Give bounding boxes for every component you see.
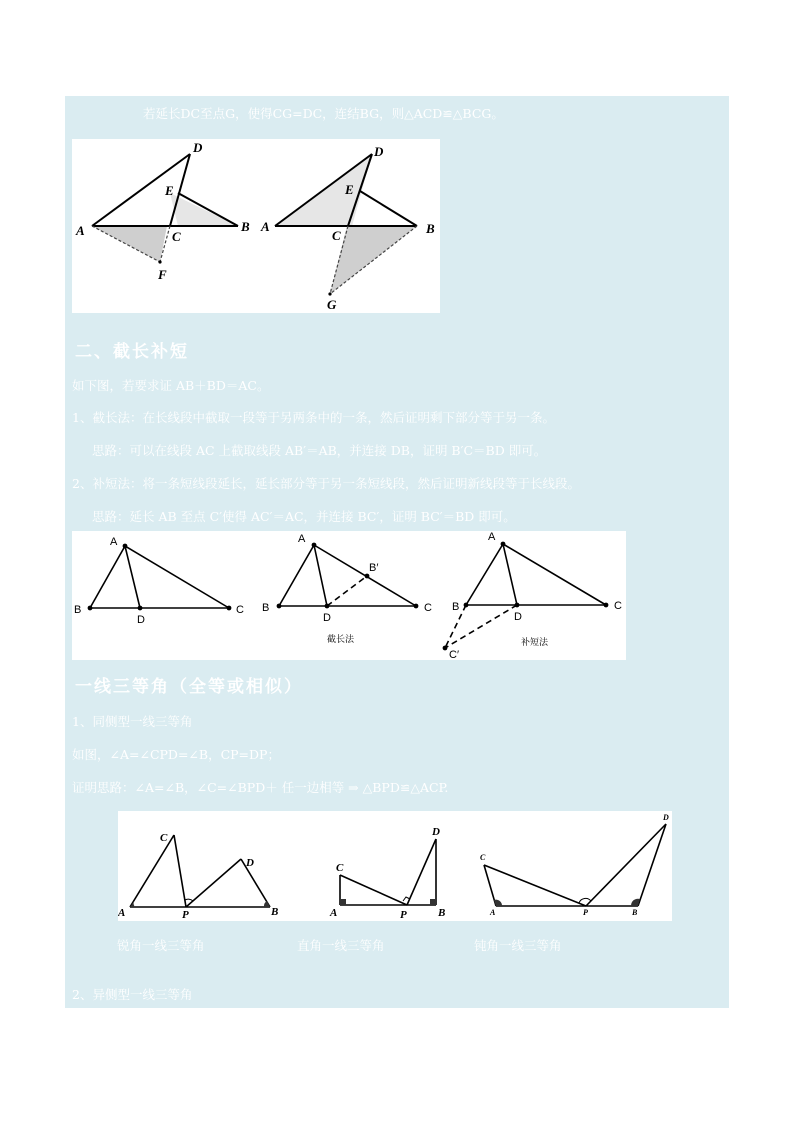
figure-cut-long-add-short [72, 531, 626, 660]
fig2b-point-c [414, 604, 419, 609]
fig2c-label-d: D [514, 611, 522, 623]
fig2b-label-b: B [262, 602, 270, 614]
fig3b-label-d: D [432, 826, 440, 838]
fig2b-label-b-prime: B′ [369, 562, 379, 574]
fig2c-label-c-prime: C′ [449, 649, 460, 660]
fig3b-right-angle-b [430, 899, 436, 905]
section3-heading: 一线三等角（全等或相似） [75, 677, 303, 697]
section2-line1: 如下图，若要求证 AB＋BD＝AC。 [72, 378, 270, 393]
label-f1: F [158, 267, 167, 282]
figure-congruent-triangles-svg [72, 139, 440, 313]
label-e2: E [345, 182, 354, 197]
figure-three-equal-angles [118, 811, 672, 921]
label-b2: B [426, 221, 435, 236]
fig2b-label-a: A [298, 533, 306, 545]
section2-line5: 思路：延长 AB 至点 C′使得 AC′＝AC，并连接 BC′，证明 BC′＝BD 即可。 [92, 509, 516, 524]
section2-heading: 二、截长补短 [75, 342, 189, 362]
section1-intro: 若延长DC至点G，使得CG=DC，连结BG，则△ACD≌△BCG。 [143, 106, 504, 121]
fig2a-label-a: A [110, 536, 118, 548]
fig3b-label-b: B [438, 907, 446, 919]
segment-ad [92, 154, 190, 226]
fig2c-point-d [515, 603, 520, 608]
label-a1: A [76, 223, 85, 238]
label-b1: B [241, 219, 250, 234]
fig2c-label-a: A [488, 531, 496, 543]
section2-line4: 2、补短法：将一条短线段延长，延长部分等于另一条短线段，然后证明新线段等于长线段。 [72, 476, 580, 491]
fig3a-label-c: C [160, 832, 168, 844]
fig3b-cp [340, 875, 407, 905]
point-g [328, 292, 331, 295]
section3-line4: 2、异侧型一线三等角 [72, 987, 193, 1002]
fig2a-point-d [138, 606, 143, 611]
fig2c-label-b: B [452, 601, 460, 613]
fig3c-db [638, 824, 666, 906]
fig2b-ad [314, 545, 327, 606]
fig3c-label-a: A [490, 908, 496, 917]
figure-cut-long-add-short-svg [72, 531, 626, 660]
fig2a-label-c: C [236, 604, 244, 616]
fig2a-label-d: D [137, 614, 145, 626]
fig3a-label-a: A [118, 907, 126, 919]
label-a2: A [261, 219, 270, 234]
fig3a-pd [186, 859, 241, 907]
section2-line3: 思路：可以在线段 AC 上截取线段 AB′＝AB，并连接 DB，证明 B′C＝BD 即可。 [92, 443, 547, 458]
fig2a-label-b: B [74, 604, 82, 616]
fig3b-label-c: C [336, 862, 344, 874]
fig2b-label-c: C [424, 602, 432, 614]
fig2a-point-b [88, 606, 93, 611]
label-g2: G [327, 297, 337, 312]
fig3c-pd [586, 824, 666, 906]
section3-line2: 如图，∠A=∠CPD=∠B，CP=DP； [72, 747, 280, 762]
section3-line1: 1、同侧型一线三等角 [72, 714, 193, 729]
figure-three-equal-angles-svg [118, 811, 672, 921]
fig2c-point-c [604, 603, 609, 608]
label-c1: C [172, 229, 181, 244]
fig3a-angle-p-mark [185, 899, 193, 901]
fig2c-point-c-prime [443, 646, 448, 651]
fig2c-point-a [501, 542, 506, 547]
fig2c-label-c: C [614, 600, 622, 612]
caption-acute: 锐角一线三等角 [117, 938, 205, 953]
fig3b-right-angle-a [340, 899, 346, 905]
fig3a-label-b: B [271, 906, 279, 918]
fig3b-label-p: P [400, 909, 407, 921]
section3-line3: 证明思路：∠A=∠B，∠C=∠BPD＋ 任一边相等 ⇒ △BPD≌△ACP. [72, 780, 449, 795]
fig2b-label-d: D [323, 612, 331, 624]
fig2c-ad [503, 544, 517, 605]
label-d1: D [193, 140, 203, 155]
fig2b-point-d [325, 604, 330, 609]
section2-line2: 1、截长法：在长线段中截取一段等于另两条中的一条，然后证明剩下部分等于另一条。 [72, 410, 555, 425]
label-d2: D [374, 144, 384, 159]
segment-eb2 [360, 191, 417, 226]
fig2a-point-a [123, 544, 128, 549]
fig3b-label-a: A [330, 907, 338, 919]
fig3c-label-c: C [480, 853, 486, 862]
fig3c-label-p: P [583, 908, 588, 917]
fig3b-pd [407, 839, 436, 905]
fig2b-point-a [312, 543, 317, 548]
label-c2: C [332, 228, 341, 243]
fig2c-ac [503, 544, 606, 605]
fig2c-point-b [464, 603, 469, 608]
fig2b-point-b-prime [365, 574, 370, 579]
fig3a-label-p: P [182, 909, 189, 921]
figure-congruent-triangles [72, 139, 440, 313]
fig3a-cp [174, 835, 186, 907]
fig2a-ab [90, 546, 125, 608]
fig2a-point-c [227, 606, 232, 611]
fig2a-ac [125, 546, 229, 608]
fig2c-caption: 补短法 [521, 637, 549, 647]
fig2b-caption: 截长法 [327, 634, 355, 644]
point-f [158, 260, 161, 263]
fig3c-ac [484, 865, 496, 906]
fig2b-ab [279, 545, 314, 606]
fig2a-ad [125, 546, 140, 608]
fig3a-ac [130, 835, 174, 907]
fig2b-point-b [277, 604, 282, 609]
caption-right: 直角一线三等角 [297, 938, 385, 953]
caption-obtuse: 钝角一线三等角 [474, 938, 562, 953]
fig2b-db-prime [327, 576, 367, 606]
fig3c-label-d: D [663, 813, 669, 822]
fig3c-label-b: B [632, 908, 638, 917]
label-e1: E [165, 183, 174, 198]
fig3a-label-d: D [246, 857, 254, 869]
fig3c-cp [484, 865, 586, 906]
fig2c-ab [466, 544, 503, 605]
